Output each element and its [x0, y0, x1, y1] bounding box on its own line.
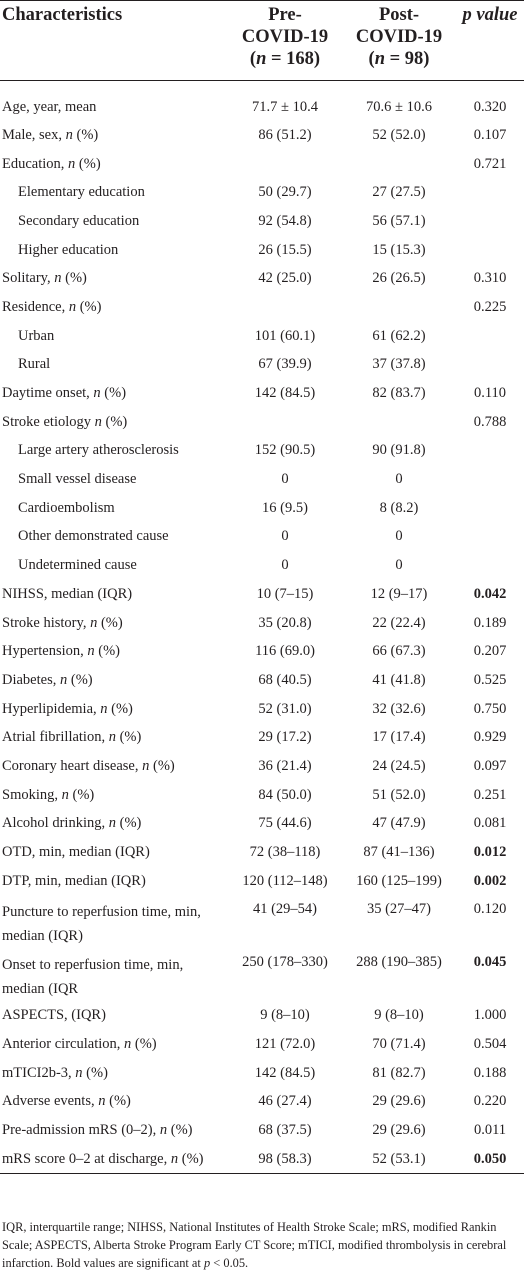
- p-value: 0.011: [473, 1122, 507, 1139]
- pre-covid-value: 142 (84.5): [254, 1064, 316, 1081]
- row-label: OTD, min, median (IQR): [2, 844, 150, 861]
- header-characteristics: Characteristics: [0, 1, 228, 81]
- pre-covid-value: 86 (51.2): [258, 126, 312, 143]
- row-label: Age, year, mean: [2, 98, 97, 115]
- header-row: [0, 1, 524, 81]
- pre-covid-value: 16 (9.5): [262, 499, 308, 516]
- post-covid-value: 12 (9–17): [370, 585, 428, 602]
- post-covid-value: 70 (71.4): [372, 1036, 426, 1053]
- row-label: mRS score 0–2 at discharge, n (%): [0, 1145, 228, 1174]
- post-covid-value: 32 (32.6): [372, 700, 426, 717]
- p-value: 0.310: [473, 270, 507, 287]
- pre-covid-value: 50 (29.7): [258, 184, 312, 201]
- row-label: Hypertension, n (%): [2, 643, 120, 660]
- pre-covid-value: 250 (178–330): [242, 954, 328, 971]
- p-value: [456, 436, 524, 465]
- p-value: 0.207: [473, 643, 507, 660]
- row-label: Puncture to reperfusion time, min, median (IQR): [2, 904, 201, 945]
- table-row: [0, 694, 524, 723]
- post-covid-value: 87 (41–136): [363, 844, 435, 861]
- row-label: Solitary, n (%): [2, 270, 87, 287]
- pre-covid-value: 52 (31.0): [258, 700, 312, 717]
- row-label: Adverse events, n (%): [2, 1093, 131, 1110]
- post-covid-value: 0: [395, 557, 403, 574]
- p-value: [456, 465, 524, 494]
- post-covid-value: 24 (24.5): [372, 757, 426, 774]
- post-covid-value: [342, 407, 456, 436]
- table-row: [0, 235, 524, 264]
- post-covid-value: [342, 149, 456, 178]
- row-label: Smoking, n (%): [2, 786, 95, 803]
- table-row: [0, 666, 524, 695]
- post-covid-value: 82 (83.7): [372, 385, 426, 402]
- table-row: [0, 293, 524, 322]
- table-row: [0, 948, 524, 1001]
- post-covid-value: 0: [395, 471, 403, 488]
- table-row: [0, 264, 524, 293]
- table-row: [0, 551, 524, 580]
- row-label: Elementary education: [18, 184, 145, 201]
- p-value: 0.320: [473, 98, 507, 115]
- pre-covid-value: 42 (25.0): [258, 270, 312, 287]
- post-covid-value: 56 (57.1): [372, 212, 426, 229]
- post-covid-value: 17 (17.4): [372, 729, 426, 746]
- row-label: Daytime onset, n (%): [2, 385, 127, 402]
- p-value: [456, 350, 524, 379]
- header-post-line1: Post-: [378, 5, 420, 25]
- table-row: [0, 780, 524, 809]
- table-row: [0, 809, 524, 838]
- post-covid-value: 0: [395, 528, 403, 545]
- p-value: 0.107: [473, 126, 507, 143]
- row-label: Hyperlipidemia, n (%): [2, 700, 133, 717]
- row-label: Large artery atherosclerosis: [18, 442, 179, 459]
- pre-covid-value: 120 (112–148): [242, 872, 328, 889]
- row-label: Onset to reperfusion time, min, median (IQR: [2, 957, 184, 998]
- post-covid-value: 66 (67.3): [372, 643, 426, 660]
- pre-covid-value: 0: [281, 528, 289, 545]
- row-label: Rural: [18, 356, 51, 373]
- pre-covid-value: 72 (38–118): [249, 844, 321, 861]
- row-label: DTP, min, median (IQR): [2, 872, 146, 889]
- p-value: 0.188: [473, 1064, 507, 1081]
- post-covid-value: 29 (29.6): [372, 1093, 426, 1110]
- post-covid-value: 15 (15.3): [372, 241, 426, 258]
- table-footnote: IQR, interquartile range; NIHSS, National Institutes of Health Stroke Scale; mRS, modified Rankin Scale; ASPECTS, Alberta Stroke Program Early CT Score; mTICI, modified thrombolysis in cerebral infarction. Bold values are significant at p < 0.05.: [2, 1220, 507, 1270]
- p-value: 0.081: [473, 815, 507, 832]
- table-row: [0, 81, 524, 121]
- pre-covid-value: 35 (20.8): [258, 614, 312, 631]
- pre-covid-value: 41 (29–54): [252, 901, 318, 918]
- post-covid-value: 288 (190–385): [356, 954, 442, 971]
- p-value: 0.097: [473, 757, 507, 774]
- pre-covid-value: 68 (40.5): [258, 671, 312, 688]
- post-covid-value: [342, 293, 456, 322]
- p-value: 0.721: [473, 155, 507, 172]
- pre-covid-value: 121 (72.0): [254, 1036, 316, 1053]
- table-row: [0, 149, 524, 178]
- table-row: [0, 121, 524, 150]
- table-row: [0, 178, 524, 207]
- row-label: mTICI2b-3, n (%): [2, 1064, 108, 1081]
- table-row: [0, 321, 524, 350]
- pre-covid-value: 36 (21.4): [258, 757, 312, 774]
- pre-covid-value: [228, 293, 342, 322]
- p-value: 0.012: [473, 844, 507, 861]
- table-row: [0, 407, 524, 436]
- post-covid-value: 90 (91.8): [372, 442, 426, 459]
- pre-covid-value: 84 (50.0): [258, 786, 312, 803]
- p-value: [456, 551, 524, 580]
- pre-covid-value: 116 (69.0): [255, 643, 315, 660]
- row-label: Pre-admission mRS (0–2), n (%): [2, 1122, 193, 1139]
- header-pre-line2: COVID-19: [241, 27, 329, 47]
- pre-covid-value: 142 (84.5): [254, 385, 316, 402]
- row-label: Residence, n (%): [2, 298, 102, 315]
- table-row: [0, 838, 524, 867]
- table-body: [0, 81, 524, 1174]
- pre-covid-value: 75 (44.6): [258, 815, 312, 832]
- table-row: [0, 1145, 524, 1174]
- pre-covid-value: 68 (37.5): [258, 1122, 312, 1139]
- table-row: [0, 1116, 524, 1145]
- row-label: Male, sex, n (%): [2, 126, 99, 143]
- row-label: Urban: [18, 327, 55, 344]
- post-covid-value: 51 (52.0): [372, 786, 426, 803]
- p-value: 0.002: [473, 872, 507, 889]
- p-value: 0.050: [456, 1145, 524, 1174]
- pre-covid-value: 98 (58.3): [228, 1145, 342, 1174]
- post-covid-value: 61 (62.2): [372, 327, 426, 344]
- row-label: Secondary education: [18, 212, 140, 229]
- p-value: [456, 493, 524, 522]
- p-value: [456, 207, 524, 236]
- row-label: Higher education: [18, 241, 119, 258]
- header-pre-n: (n = 168): [249, 49, 321, 69]
- post-covid-value: 47 (47.9): [372, 815, 426, 832]
- row-label: Anterior circulation, n (%): [2, 1036, 157, 1053]
- table-header: [0, 1, 524, 81]
- row-label: Atrial fibrillation, n (%): [2, 729, 142, 746]
- row-label: Small vessel disease: [18, 471, 137, 488]
- pre-covid-value: 152 (90.5): [254, 442, 316, 459]
- pre-covid-value: 101 (60.1): [254, 327, 316, 344]
- p-value: [456, 321, 524, 350]
- table-row: [0, 752, 524, 781]
- p-value: 0.120: [473, 901, 507, 918]
- pre-covid-value: 0: [281, 557, 289, 574]
- table-row: [0, 637, 524, 666]
- post-covid-value: 9 (8–10): [374, 1007, 424, 1024]
- p-value: 0.750: [473, 700, 507, 717]
- table-row: [0, 1001, 524, 1030]
- pre-covid-value: 10 (7–15): [256, 585, 314, 602]
- post-covid-value: 52 (53.1): [342, 1145, 456, 1174]
- p-value: 0.045: [473, 954, 507, 971]
- table-row: [0, 866, 524, 895]
- p-value: [456, 522, 524, 551]
- row-label: Stroke history, n (%): [2, 614, 123, 631]
- pre-covid-value: 26 (15.5): [258, 241, 312, 258]
- p-value: 0.929: [473, 729, 507, 746]
- row-label: Undetermined cause: [18, 557, 137, 574]
- header-pre-covid: [228, 1, 342, 81]
- row-label: Education, n (%): [2, 155, 101, 172]
- header-p-value: p value: [456, 1, 524, 81]
- p-value: [456, 235, 524, 264]
- post-covid-value: 160 (125–199): [356, 872, 442, 889]
- pre-covid-value: [228, 149, 342, 178]
- row-label: Coronary heart disease, n (%): [2, 757, 175, 774]
- post-covid-value: 27 (27.5): [372, 184, 426, 201]
- table-row: [0, 350, 524, 379]
- table-row: [0, 379, 524, 408]
- table-row: [0, 1087, 524, 1116]
- header-post-line2: COVID-19: [355, 27, 443, 47]
- table-row: [0, 895, 524, 948]
- header-post-covid: [342, 1, 456, 81]
- table-row: [0, 580, 524, 609]
- post-covid-value: 41 (41.8): [372, 671, 426, 688]
- table-row: [0, 436, 524, 465]
- p-value: 0.504: [473, 1036, 507, 1053]
- post-covid-value: 81 (82.7): [372, 1064, 426, 1081]
- p-value: 1.000: [473, 1007, 507, 1024]
- pre-covid-value: 92 (54.8): [258, 212, 312, 229]
- post-covid-value: 35 (27–47): [366, 901, 432, 918]
- row-label: Alcohol drinking, n (%): [2, 815, 142, 832]
- post-covid-value: 22 (22.4): [372, 614, 426, 631]
- pre-covid-value: 0: [281, 471, 289, 488]
- p-value: 0.110: [473, 385, 507, 402]
- table-row: [0, 522, 524, 551]
- table-row: [0, 465, 524, 494]
- post-covid-value: 70.6 ± 10.6: [366, 98, 432, 115]
- row-label: ASPECTS, (IQR): [2, 1007, 106, 1024]
- pre-covid-value: [228, 407, 342, 436]
- header-pre-line1: Pre-: [268, 5, 302, 25]
- post-covid-value: 26 (26.5): [372, 270, 426, 287]
- p-value: 0.251: [473, 786, 507, 803]
- header-post-n: (n = 98): [368, 49, 430, 69]
- pre-covid-value: 46 (27.4): [258, 1093, 312, 1110]
- p-value: 0.189: [473, 614, 507, 631]
- table-row: [0, 493, 524, 522]
- table-row: [0, 207, 524, 236]
- row-label: Diabetes, n (%): [2, 671, 93, 688]
- post-covid-value: 8 (8.2): [379, 499, 419, 516]
- table-row: [0, 608, 524, 637]
- p-value: 0.220: [473, 1093, 507, 1110]
- row-label: Other demonstrated cause: [18, 528, 169, 545]
- p-value: 0.788: [473, 413, 507, 430]
- row-label: NIHSS, median (IQR): [2, 585, 133, 602]
- table-row: [0, 723, 524, 752]
- post-covid-value: 52 (52.0): [372, 126, 426, 143]
- row-label: Cardioembolism: [18, 499, 115, 516]
- p-value: 0.225: [473, 298, 507, 315]
- table-row: [0, 1058, 524, 1087]
- post-covid-value: 37 (37.8): [372, 356, 426, 373]
- p-value: 0.042: [473, 585, 507, 602]
- pre-covid-value: 9 (8–10): [260, 1007, 310, 1024]
- p-value: 0.525: [473, 671, 507, 688]
- table-row: [0, 1030, 524, 1059]
- pre-covid-value: 67 (39.9): [258, 356, 312, 373]
- post-covid-value: 29 (29.6): [372, 1122, 426, 1139]
- p-value: [456, 178, 524, 207]
- row-label: Stroke etiology n (%): [2, 413, 128, 430]
- pre-covid-value: 71.7 ± 10.4: [252, 98, 318, 115]
- pre-covid-value: 29 (17.2): [258, 729, 312, 746]
